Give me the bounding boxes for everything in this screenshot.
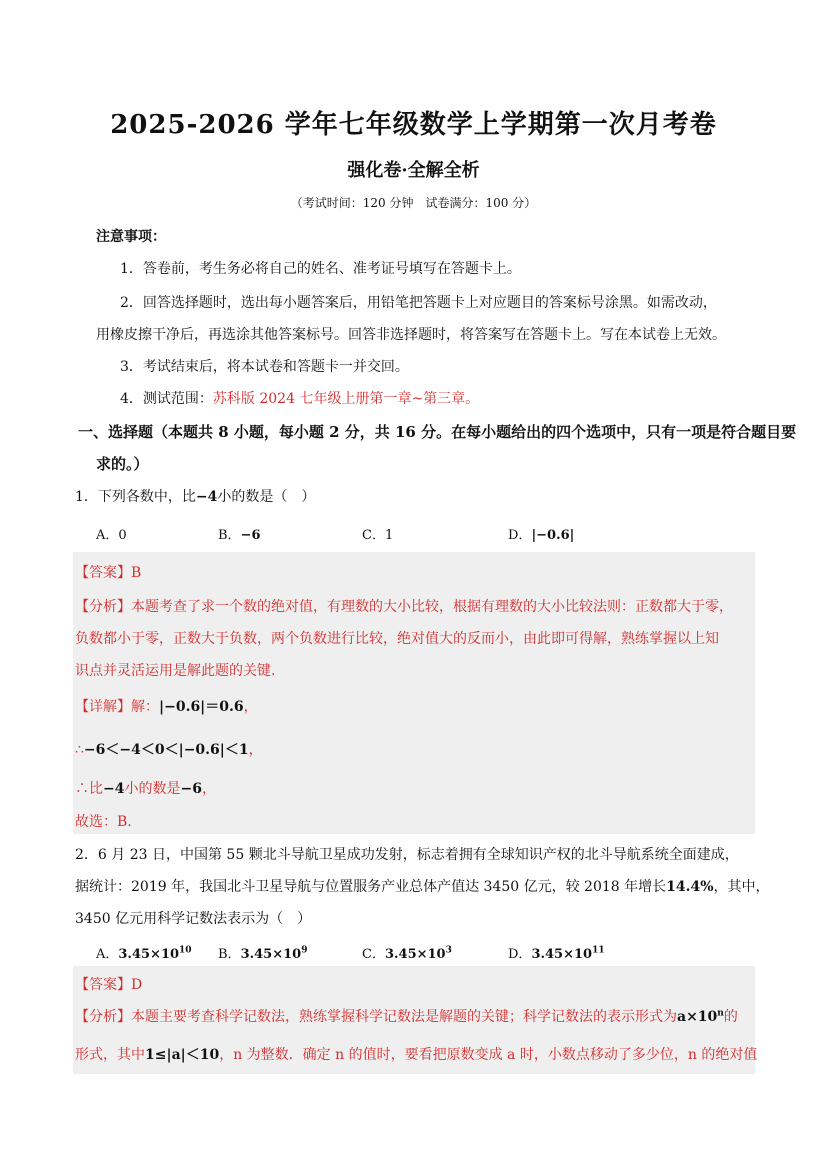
notice-item-4	[120, 388, 479, 408]
option-value: 0	[118, 528, 127, 543]
q2-option-a	[96, 943, 192, 962]
q2-stem-line2	[75, 876, 770, 896]
q2-text-suffix: ，其中，	[713, 879, 770, 895]
q2-stem-line3: 3450 亿元用科学记数法表示为（ ）	[75, 911, 312, 927]
detail-inequality: −6＜−4＜0＜|−0.6|＜1	[83, 742, 249, 758]
scope-label: 4．测试范围：	[120, 391, 213, 407]
q2-option-b	[218, 943, 307, 962]
q2-option-d	[508, 943, 605, 962]
option-base: 3.45×10	[240, 947, 302, 962]
detail-prefix: 解：	[131, 699, 159, 715]
detail-text: 小的数是	[124, 781, 181, 797]
q2-analysis-line2	[75, 1044, 757, 1064]
therefore-sign: ∴	[75, 742, 84, 758]
q2-answer	[75, 974, 142, 994]
notice-heading: 注意事项：	[96, 229, 166, 245]
option-label: C．	[362, 528, 385, 543]
option-value: 1	[384, 528, 394, 543]
option-exponent: 10	[179, 945, 192, 956]
option-value: −6	[240, 528, 261, 543]
q1-option-a	[96, 524, 127, 543]
option-label: B．	[218, 528, 241, 543]
q2-text: 据统计：2019 年，我国北斗卫星导航与位置服务产业总体产值达 3450 亿元，较 2018 年增长	[75, 879, 667, 895]
analysis-suffix: ，n 为整数．确定 n 的值时，要看把原数变成 a 时，小数点移动了多少位，n 的绝对值	[219, 1047, 758, 1063]
q2-option-c	[362, 943, 452, 962]
option-base: 3.45×10	[118, 947, 180, 962]
analysis-text: 本题考查了求一个数的绝对值，有理数的大小比较，根据有理数的大小比较法则：正数都大于零，	[131, 599, 733, 615]
q1-detail-line2: ∴−6＜−4＜0＜|−0.6|＜1，	[75, 742, 263, 758]
option-exponent: 9	[301, 945, 308, 956]
range-formula: 1≤|a|＜10	[145, 1047, 220, 1063]
option-label: D．	[508, 947, 532, 962]
answer-value: D	[131, 977, 143, 993]
q1-answer	[75, 562, 141, 582]
q1-analysis-line3: 识点并灵活运用是解此题的关键.	[75, 663, 276, 679]
page-title: 2025-2026 学年七年级数学上学期第一次月考卷	[110, 110, 717, 140]
page-subtitle: 强化卷·全解全析	[347, 160, 480, 181]
answer-tag: 【答案】	[75, 977, 131, 993]
q2-analysis-line1	[75, 1006, 738, 1026]
q1-detail-line3: ∴比−4小的数是−6，	[75, 781, 216, 797]
detail-answer: −6	[180, 781, 202, 797]
notice-item-1: 1．答卷前，考生务必将自己的姓名、准考证号填写在答题卡上。	[120, 261, 521, 277]
q1-detail-line1: 【详解】解：|−0.6|＝0.6，	[75, 699, 258, 715]
q1-stem	[75, 486, 315, 506]
analysis-text: 本题主要考查科学记数法，熟练掌握科学记数法是解题的关键；科学记数法的表示形式为	[131, 1009, 677, 1025]
q1-option-b	[218, 524, 261, 543]
q1-analysis-line2: 负数都小于零，正数大于负数，两个负数进行比较，绝对值大的反而小，由此即可得解，熟练掌握以上知	[75, 631, 719, 647]
answer-tag: 【答案】	[75, 565, 131, 581]
formula: a×10	[677, 1009, 718, 1025]
section-heading-line2: 求的。）	[96, 455, 149, 473]
option-label: A．	[96, 528, 119, 543]
detail-equation: |−0.6|＝0.6	[159, 699, 244, 715]
notice-item-3: 3．考试结束后，将本试卷和答题卡一并交回。	[120, 359, 409, 375]
detail-prefix: ∴比	[75, 781, 103, 797]
option-base: 3.45×10	[531, 947, 593, 962]
scope-value: 苏科版 2024 七年级上册第一章~第三章。	[212, 391, 480, 407]
q1-option-c	[362, 524, 393, 543]
notice-item-2-cont: 用橡皮擦干净后，再选涂其他答案标号。回答非选择题时，将答案写在答题卡上。写在本试卷上无效。	[96, 327, 726, 343]
q1-option-d	[508, 524, 574, 543]
section-heading-line1: 一、选择题（本题共 8 小题，每小题 2 分，共 16 分。在每小题给出的四个选项中，只有一项是符合题目要	[78, 423, 797, 441]
q2-stem-line1: 2．6 月 23 日，中国第 55 颗北斗导航卫星成功发射，标志着拥有全球知识产权的北斗导航系统全面建成，	[75, 847, 739, 863]
analysis-tag: 【分析】	[75, 599, 131, 615]
notice-item-2: 2．回答选择题时，选出每小题答案后，用铅笔把答题卡上对应题目的答案标号涂黑。如需改动，	[120, 295, 717, 311]
option-label: D．	[508, 528, 532, 543]
analysis-end: 的	[723, 1009, 738, 1025]
option-label: C．	[362, 947, 385, 962]
analysis-tag: 【分析】	[75, 1009, 131, 1025]
formula-exponent: n	[717, 1008, 724, 1019]
option-base: 3.45×10	[384, 947, 446, 962]
detail-tag: 【详解】	[75, 699, 131, 715]
q1-stem-prefix: 1．下列各数中，比	[75, 489, 196, 505]
option-value: |−0.6|	[531, 528, 575, 543]
detail-number: −4	[103, 781, 125, 797]
q1-analysis-line1	[75, 596, 733, 616]
option-label: B．	[218, 947, 241, 962]
exam-info: （考试时间：120 分钟 试卷满分：100 分）	[290, 196, 537, 210]
q2-percentage: 14.4%	[666, 879, 714, 895]
option-label: A．	[96, 947, 119, 962]
q1-stem-suffix: 小的数是（ ）	[217, 489, 316, 505]
analysis-prefix: 形式，其中	[75, 1047, 145, 1063]
option-exponent: 11	[592, 945, 605, 956]
answer-value: B	[131, 565, 142, 581]
q1-conclusion: 故选：B.	[75, 814, 132, 830]
option-exponent: 3	[445, 945, 452, 956]
q1-stem-number: −4	[195, 489, 218, 505]
